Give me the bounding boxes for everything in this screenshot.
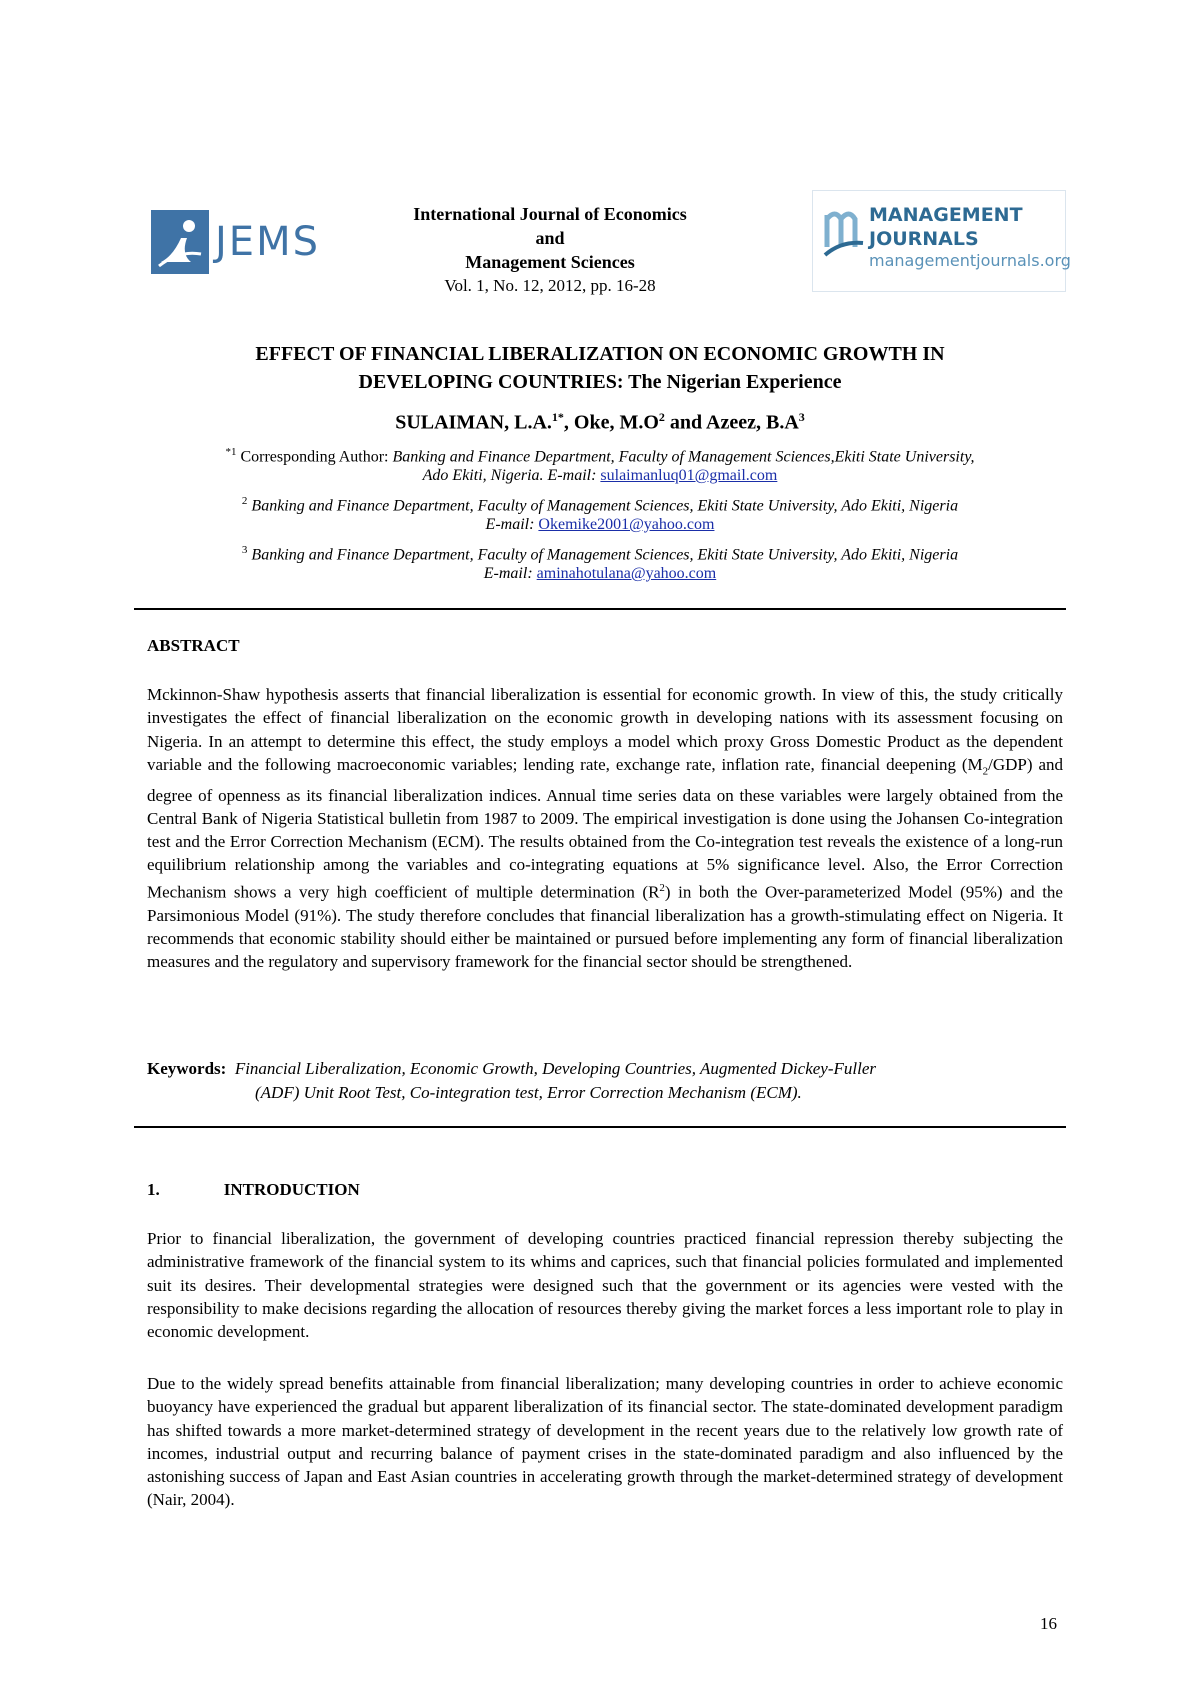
abstract-part-2: /GDP) and degree of openness as its financial liberalization indices. Annual time series data on these variables were largely obtained from the Central Bank of Nigeria Statistical bulletin from 1987 to 2009. The empirical investigation is done using the Johansen Co-integration test and the Error Correction Mechanism (ECM). The results obtained from the Co-integration test reveals the existence of a long-run equilibrium relationship among the variables and co-integrating equations at 5% significance level. Also, the Error Correction Mechanism shows a very high coefficient of multiple determination (R xyxy=(147,754,1063,902)
management-journals-url: managementjournals.org xyxy=(869,251,1071,270)
keywords xyxy=(147,1057,1063,1105)
author-1: SULAIMAN, L.A. xyxy=(395,411,552,434)
affiliation-3-line2: E-mail: xyxy=(483,565,537,582)
intro-heading xyxy=(147,1180,360,1200)
affiliation-2-email-link[interactable]: Okemike2001@yahoo.com xyxy=(538,516,715,533)
management-journals-logo xyxy=(812,190,1071,292)
author-list xyxy=(120,410,1080,435)
management-journals-line1: MANAGEMENT xyxy=(869,204,1023,226)
keywords-label: Keywords: xyxy=(147,1059,227,1078)
author-3-sup: 3 xyxy=(798,410,805,424)
abstract-r2-superscript: 2 xyxy=(659,881,665,894)
affiliation-3-sup: 3 xyxy=(241,544,248,556)
page-number: 16 xyxy=(1040,1614,1057,1633)
journal-name-line2: and xyxy=(535,228,565,248)
management-journals-title xyxy=(869,203,1023,251)
keywords-line1-row xyxy=(147,1057,1063,1081)
abstract-text xyxy=(147,683,1063,974)
author-2: , Oke, M.O xyxy=(563,411,659,434)
paper-title-line1: EFFECT OF FINANCIAL LIBERALIZATION ON ECONOMIC GROWTH IN xyxy=(255,343,945,365)
abstract-part-1: Mckinnon-Shaw hypothesis asserts that financial liberalization is essential for economic growth. In view of this, the study critically investigates the effect of financial liberalization on the economic growth in developing nations with its assessment focusing on Nigeria. In an attempt to determine this effect, the study employs a model which proxy Gross Domestic Product as the dependent variable and the following macroeconomic variables; lending rate, exchange rate, inflation rate, financial deepening (M xyxy=(147,685,1063,774)
affiliation-3-email-link[interactable]: aminahotulana@yahoo.com xyxy=(536,565,717,582)
affiliation-1-text: Banking and Finance Department, Faculty of Management Sciences,Ekiti State University, xyxy=(392,448,975,466)
affiliation-1-email-link[interactable]: sulaimanluq01@gmail.com xyxy=(600,467,778,484)
author-3: and Azeez, B.A xyxy=(664,411,799,434)
affiliation-2-text: Banking and Finance Department, Faculty of Management Sciences, Ekiti State University, Ado Ekiti, Nigeria xyxy=(247,497,959,515)
keywords-line2: (ADF) Unit Root Test, Co-integration test, Error Correction Mechanism (ECM). xyxy=(255,1083,802,1102)
abstract-heading: ABSTRACT xyxy=(147,636,240,655)
bottom-divider xyxy=(134,1126,1066,1128)
affiliation-2-line2: E-mail: xyxy=(485,516,539,533)
top-divider xyxy=(134,608,1066,610)
author-2-sup: 2 xyxy=(658,410,665,424)
affiliation-3-email-line xyxy=(120,562,1080,586)
management-journals-line2: JOURNALS xyxy=(869,228,979,250)
intro-paragraph-2: Due to the widely spread benefits attainable from financial liberalization; many developing countries in order to achieve economic buoyancy have experienced the gradual but apparent liberalization of its financial sector. The state-dominated development paradigm has shifted towards a more market-determined strategy of development in the recent years due to the relatively low growth rate of incomes, industrial output and recurring balance of payment crises in the state-dominated paradigm and also influenced by the astonishing success of Japan and East Asian countries in accelerating growth through the market-determined strategy of development (Nair, 2004). xyxy=(147,1374,1063,1510)
journal-name-line3: Management Sciences xyxy=(465,252,635,272)
affiliation-1-line2: Ado Ekiti, Nigeria. E-mail: xyxy=(422,467,601,484)
abstract-m2-subscript: 2 xyxy=(982,765,989,778)
keywords-line2-row xyxy=(147,1081,1063,1105)
jems-logo-text: JEMS xyxy=(215,219,320,265)
journal-header xyxy=(400,202,700,298)
paper-title-line2: DEVELOPING COUNTRIES: The Nigerian Experience xyxy=(358,371,842,393)
author-1-sup: 1* xyxy=(551,410,564,424)
intro-paragraph-1: Prior to financial liberalization, the government of developing countries practiced financial repression thereby subjecting the administrative framework of the financial system to its whims and caprices, such that financial policies formulated and implemented suit its desires. Their developmental strategies were designed such that the government or its agencies were vested with the responsibility to make decisions regarding the allocation of resources thereby giving the market forces a less important role to play in economic development. xyxy=(147,1229,1063,1342)
intro-title: INTRODUCTION xyxy=(223,1180,360,1199)
journal-name-line1: International Journal of Economics xyxy=(413,204,687,224)
jems-logo-mark-icon xyxy=(151,210,209,274)
jems-logo xyxy=(151,210,332,274)
affiliation-1-email-line xyxy=(120,464,1080,488)
keywords-line1: Financial Liberalization, Economic Growth, Developing Countries, Augmented Dickey-Fuller xyxy=(234,1059,876,1078)
journal-volume: Vol. 1, No. 12, 2012, pp. 16-28 xyxy=(444,276,656,295)
affiliation-2-email-line xyxy=(120,513,1080,537)
abstract-part-3: ) in both the Over-parameterized Model (95%) and the Parsimonious Model (91%). The study therefore concludes that financial liberalization has a growth-stimulating effect on Nigeria. It recommends that economic stability should either be maintained or pursued before implementing any form of financial liberalization measures and the regulatory and supervisory framework for the financial sector should be strengthened. xyxy=(147,882,1063,972)
affiliation-2-sup: 2 xyxy=(241,495,248,507)
paper-title xyxy=(120,340,1080,396)
intro-number: 1. xyxy=(147,1180,160,1199)
affiliation-3-text: Banking and Finance Department, Faculty of Management Sciences, Ekiti State University, Ado Ekiti, Nigeria xyxy=(247,546,959,564)
affiliation-1-prefix: Corresponding Author: xyxy=(236,448,393,466)
management-journals-mark-icon xyxy=(823,205,871,265)
affiliation-1-sup: *1 xyxy=(225,446,237,458)
